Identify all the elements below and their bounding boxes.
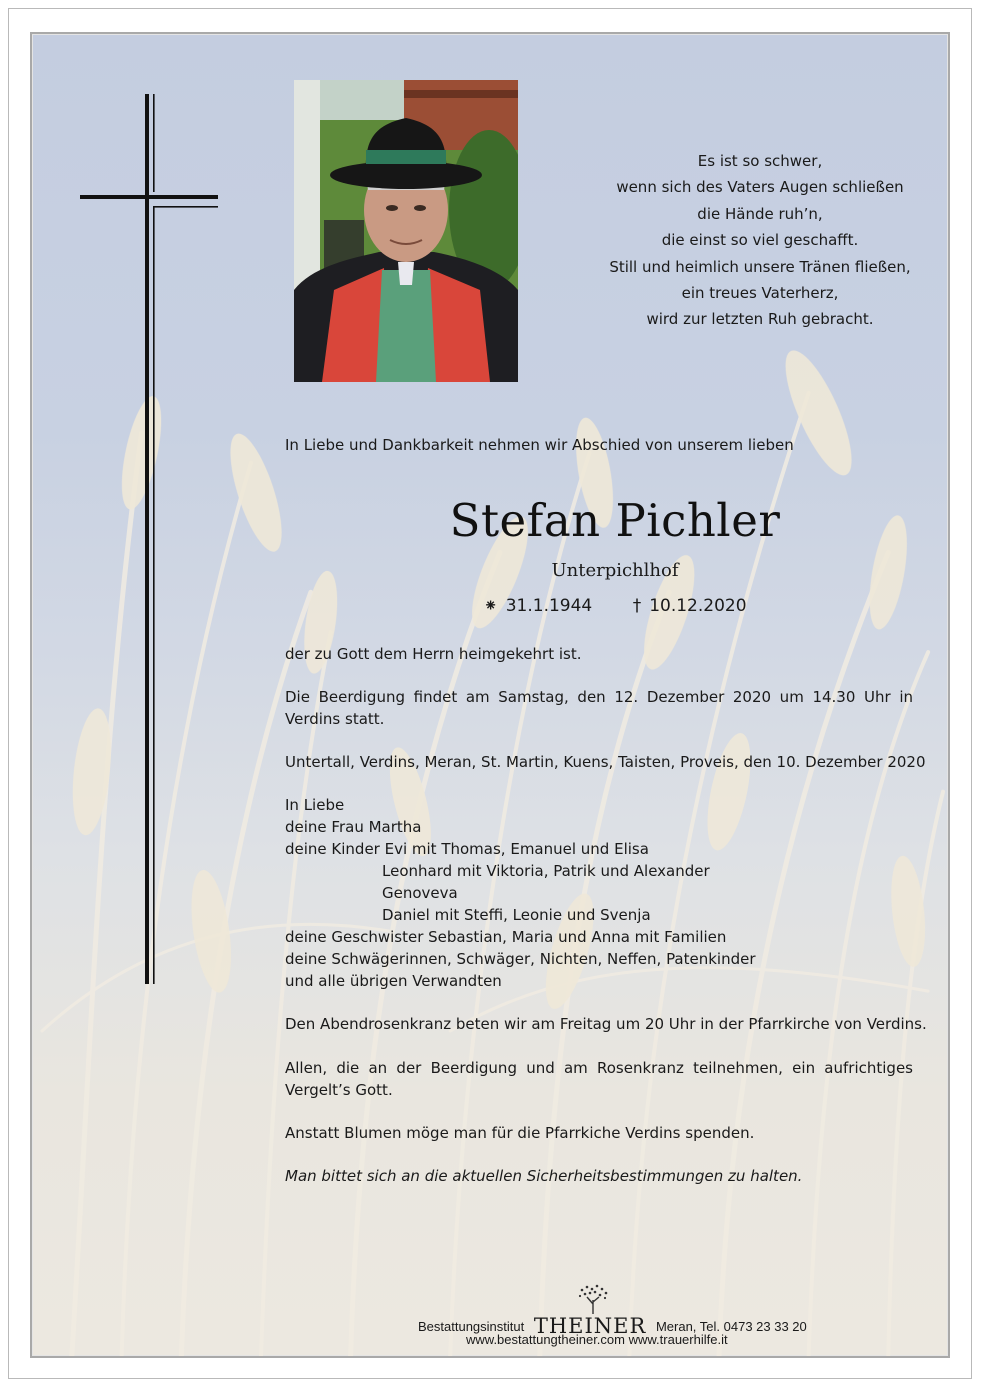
birth-date: 31.1.1944: [505, 596, 593, 616]
poem-line: die einst so viel geschafft.: [661, 231, 859, 250]
mourners-list: [285, 794, 756, 992]
life-dates: [380, 596, 850, 616]
poem-line: ein treues Vaterherz,: [681, 284, 839, 303]
returned-text: der zu Gott dem Herrn heimgekehrt ist.: [285, 645, 582, 663]
mourner-line: deine Frau Martha: [285, 818, 422, 836]
mourner-line: deine Geschwister Sebastian, Maria und Anna mit Familien: [285, 928, 727, 946]
deceased-portrait: [294, 80, 518, 382]
death-date: 10.12.2020: [649, 596, 747, 616]
death-symbol: †: [632, 596, 642, 616]
mourner-line: und alle übrigen Verwandten: [285, 972, 502, 990]
intro-text: In Liebe und Dankbarkeit nehmen wir Abschied von unserem lieben: [285, 436, 794, 454]
mourner-line: deine Schwägerinnen, Schwäger, Nichten, Neffen, Patenkinder: [285, 950, 756, 968]
birth-symbol: ⁕: [483, 596, 498, 616]
poem-line: Still und heimlich unsere Tränen fließen,: [609, 257, 911, 276]
theiner-logo-text: THEINER: [533, 1314, 647, 1338]
mourner-line: In Liebe: [285, 796, 345, 814]
tree-logo-icon: [576, 1284, 610, 1314]
mourner-line: Leonhard mit Viktoria, Patrik und Alexander: [382, 862, 710, 880]
mourner-line: Genoveva: [382, 884, 458, 902]
contact-info: Meran, Tel. 0473 23 33 20: [655, 1319, 807, 1334]
farm-name: Unterpichlhof: [551, 560, 679, 581]
footer-websites[interactable]: www.bestattungtheiner.com www.trauerhilfe.it: [466, 1332, 728, 1347]
funeral-text: Die Beerdigung findet am Samstag, den 12. Dezember 2020 um 14.30 Uhr in Verdins statt.: [285, 688, 913, 728]
institute-label: Bestattungsinstitut: [418, 1319, 525, 1334]
rosary-text: Den Abendrosenkranz beten wir am Freitag um 20 Uhr in der Pfarrkirche von Verdins.: [285, 1015, 927, 1033]
poem: [540, 148, 980, 333]
poem-line: wird zur letzten Ruh gebracht.: [646, 310, 874, 329]
poem-line: Es ist so schwer,: [697, 152, 823, 170]
flowers-text: Anstatt Blumen möge man für die Pfarrkiche Verdins spenden.: [285, 1124, 755, 1142]
thanks-text: Allen, die an der Beerdigung und am Rosenkranz teilnehmen, ein aufrichtiges Vergelt’s Gott.: [285, 1059, 913, 1099]
mourner-line: Daniel mit Steffi, Leonie und Svenja: [382, 906, 651, 924]
safety-text: Man bittet sich an die aktuellen Sicherheitsbestimmungen zu halten.: [285, 1167, 803, 1185]
mourner-line: deine Kinder Evi mit Thomas, Emanuel und Elisa: [285, 840, 649, 858]
poem-line: die Hände ruh’n,: [697, 204, 823, 223]
deceased-name: Stefan Pichler: [449, 494, 781, 547]
poem-line: wenn sich des Vaters Augen schließen: [616, 178, 904, 197]
places-date-text: Untertall, Verdins, Meran, St. Martin, Kuens, Taisten, Proveis, den 10. Dezember 2020: [285, 753, 926, 771]
cross-icon: [80, 94, 218, 984]
